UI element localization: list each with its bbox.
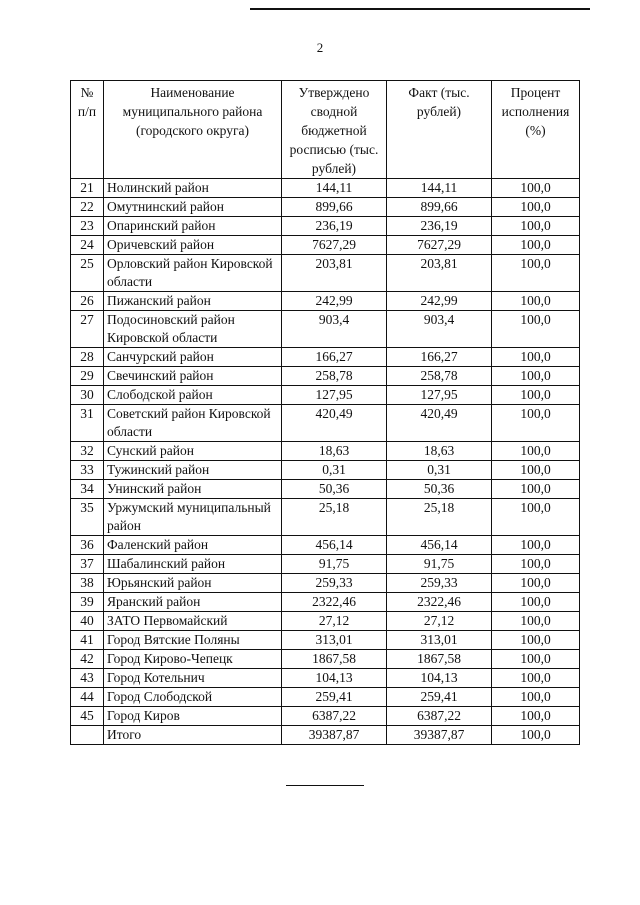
cell-percent: 100,0 [492,179,580,198]
cell-num: 44 [71,688,104,707]
cell-name: Фаленский район [104,536,282,555]
cell-num: 22 [71,198,104,217]
cell-fact: 242,99 [387,292,492,311]
cell-name: Оричевский район [104,236,282,255]
budget-table [70,80,580,745]
cell-name: Город Котельнич [104,669,282,688]
table-row [71,255,580,292]
cell-fact: 25,18 [387,499,492,536]
cell-percent: 100,0 [492,726,580,745]
total-row [71,726,580,745]
cell-fact: 6387,22 [387,707,492,726]
cell-fact: 2322,46 [387,593,492,612]
cell-percent: 100,0 [492,612,580,631]
cell-fact: 456,14 [387,536,492,555]
table-row [71,461,580,480]
cell-percent: 100,0 [492,217,580,236]
table-row [71,669,580,688]
cell-approved: 236,19 [282,217,387,236]
table-row [71,650,580,669]
cell-percent: 100,0 [492,255,580,292]
cell-fact: 899,66 [387,198,492,217]
cell-percent: 100,0 [492,348,580,367]
cell-percent: 100,0 [492,707,580,726]
cell-name: Санчурский район [104,348,282,367]
cell-percent: 100,0 [492,442,580,461]
cell-name: Город Киров [104,707,282,726]
cell-percent: 100,0 [492,688,580,707]
table-row [71,386,580,405]
table-row [71,593,580,612]
table-body [71,179,580,745]
cell-fact: 166,27 [387,348,492,367]
cell-approved: 259,33 [282,574,387,593]
cell-percent: 100,0 [492,311,580,348]
cell-num: 39 [71,593,104,612]
cell-percent: 100,0 [492,405,580,442]
cell-approved: 0,31 [282,461,387,480]
table-row [71,536,580,555]
cell-num: 23 [71,217,104,236]
cell-name: Подосиновский район Кировской области [104,311,282,348]
table-row [71,348,580,367]
cell-num: 35 [71,499,104,536]
cell-name: Нолинский район [104,179,282,198]
cell-name: Унинский район [104,480,282,499]
cell-name: Итого [104,726,282,745]
cell-fact: 18,63 [387,442,492,461]
cell-name: Шабалинский район [104,555,282,574]
cell-approved: 166,27 [282,348,387,367]
cell-percent: 100,0 [492,574,580,593]
cell-num: 30 [71,386,104,405]
header-name: Наименование муниципального района (городского округа) [104,81,282,179]
cell-approved: 39387,87 [282,726,387,745]
cell-fact: 0,31 [387,461,492,480]
cell-name: Яранский район [104,593,282,612]
cell-fact: 420,49 [387,405,492,442]
cell-approved: 420,49 [282,405,387,442]
cell-num: 42 [71,650,104,669]
cell-num: 21 [71,179,104,198]
cell-name: Свечинский район [104,367,282,386]
cell-approved: 104,13 [282,669,387,688]
table-row [71,367,580,386]
cell-percent: 100,0 [492,555,580,574]
table-row [71,198,580,217]
cell-approved: 2322,46 [282,593,387,612]
cell-fact: 236,19 [387,217,492,236]
cell-num: 37 [71,555,104,574]
cell-name: Тужинский район [104,461,282,480]
cell-num: 43 [71,669,104,688]
cell-num: 41 [71,631,104,650]
cell-fact: 259,33 [387,574,492,593]
cell-fact: 258,78 [387,367,492,386]
cell-fact: 50,36 [387,480,492,499]
table-row [71,236,580,255]
cell-fact: 39387,87 [387,726,492,745]
cell-percent: 100,0 [492,236,580,255]
cell-name: Уржумский муниципальный район [104,499,282,536]
cell-name: Юрьянский район [104,574,282,593]
cell-num: 40 [71,612,104,631]
cell-percent: 100,0 [492,536,580,555]
cell-fact: 903,4 [387,311,492,348]
cell-approved: 91,75 [282,555,387,574]
cell-num: 29 [71,367,104,386]
table-row [71,499,580,536]
cell-num: 28 [71,348,104,367]
cell-fact: 203,81 [387,255,492,292]
cell-percent: 100,0 [492,292,580,311]
table-row [71,612,580,631]
cell-percent: 100,0 [492,367,580,386]
cell-name: ЗАТО Первомайский [104,612,282,631]
cell-approved: 259,41 [282,688,387,707]
cell-fact: 144,11 [387,179,492,198]
header-num: № п/п [71,81,104,179]
table-row [71,480,580,499]
cell-name: Опаринский район [104,217,282,236]
cell-num: 36 [71,536,104,555]
cell-fact: 104,13 [387,669,492,688]
cell-approved: 7627,29 [282,236,387,255]
cell-approved: 456,14 [282,536,387,555]
table-row [71,555,580,574]
table-row [71,405,580,442]
header-percent: Процент исполнения (%) [492,81,580,179]
table-row [71,179,580,198]
cell-percent: 100,0 [492,386,580,405]
header-approved: Утверждено сводной бюджетной росписью (тыс. рублей) [282,81,387,179]
cell-approved: 1867,58 [282,650,387,669]
page-number: 2 [316,40,324,55]
cell-num: 27 [71,311,104,348]
table-header-row [71,81,580,179]
cell-approved: 899,66 [282,198,387,217]
cell-fact: 1867,58 [387,650,492,669]
table-row [71,292,580,311]
cell-num [71,726,104,745]
cell-num: 34 [71,480,104,499]
cell-approved: 25,18 [282,499,387,536]
header-fact: Факт (тыс. рублей) [387,81,492,179]
cell-name: Сунский район [104,442,282,461]
cell-name: Омутнинский район [104,198,282,217]
cell-num: 25 [71,255,104,292]
table-row [71,217,580,236]
table-row [71,688,580,707]
cell-num: 45 [71,707,104,726]
cell-num: 32 [71,442,104,461]
cell-num: 26 [71,292,104,311]
bottom-rule [286,785,364,786]
cell-percent: 100,0 [492,631,580,650]
cell-name: Слободской район [104,386,282,405]
cell-num: 31 [71,405,104,442]
table-row [71,574,580,593]
cell-percent: 100,0 [492,593,580,612]
cell-num: 33 [71,461,104,480]
cell-approved: 18,63 [282,442,387,461]
cell-approved: 127,95 [282,386,387,405]
cell-approved: 258,78 [282,367,387,386]
cell-fact: 313,01 [387,631,492,650]
cell-percent: 100,0 [492,650,580,669]
cell-num: 38 [71,574,104,593]
cell-name: Пижанский район [104,292,282,311]
cell-approved: 50,36 [282,480,387,499]
cell-fact: 27,12 [387,612,492,631]
cell-name: Город Вятские Поляны [104,631,282,650]
cell-approved: 144,11 [282,179,387,198]
cell-name: Город Кирово-Чепецк [104,650,282,669]
cell-percent: 100,0 [492,461,580,480]
table-row [71,442,580,461]
cell-fact: 127,95 [387,386,492,405]
cell-percent: 100,0 [492,198,580,217]
cell-approved: 27,12 [282,612,387,631]
table-row [71,707,580,726]
table-row [71,311,580,348]
cell-fact: 91,75 [387,555,492,574]
cell-approved: 6387,22 [282,707,387,726]
cell-fact: 259,41 [387,688,492,707]
table-row [71,631,580,650]
cell-approved: 203,81 [282,255,387,292]
cell-num: 24 [71,236,104,255]
cell-approved: 903,4 [282,311,387,348]
cell-name: Советский район Кировской области [104,405,282,442]
cell-name: Город Слободской [104,688,282,707]
cell-approved: 242,99 [282,292,387,311]
top-rule [250,8,590,10]
cell-percent: 100,0 [492,669,580,688]
cell-percent: 100,0 [492,480,580,499]
cell-approved: 313,01 [282,631,387,650]
cell-fact: 7627,29 [387,236,492,255]
cell-percent: 100,0 [492,499,580,536]
cell-name: Орловский район Кировской области [104,255,282,292]
